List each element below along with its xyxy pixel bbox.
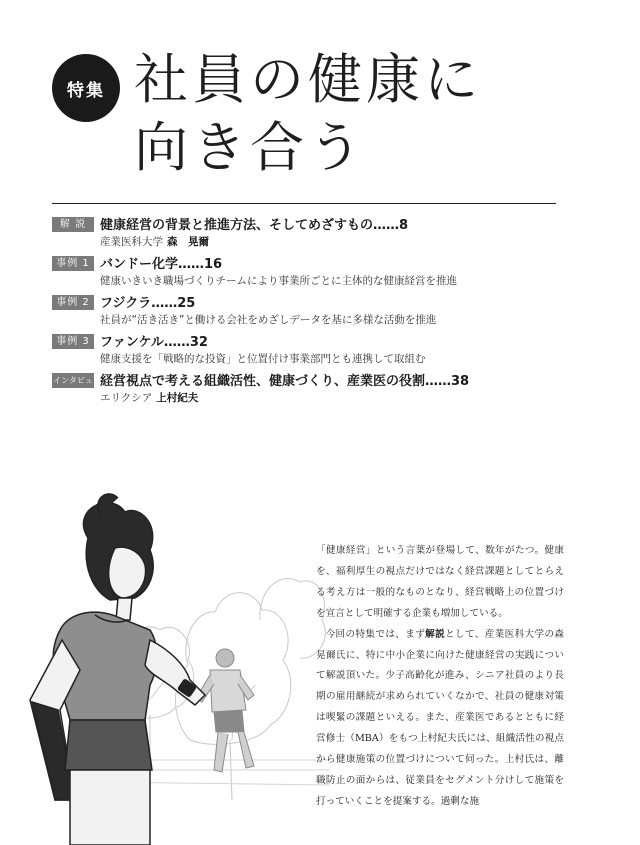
woman-figure xyxy=(30,494,205,845)
feature-intro-text xyxy=(316,541,564,813)
illustration-woman-and-runner xyxy=(0,470,330,845)
toc-item-interview[interactable] xyxy=(52,370,572,409)
paragraph-2-emphasis: 解説 xyxy=(425,628,446,640)
title-line-1: 社員の健康に xyxy=(134,48,482,111)
paragraph-2-lead: 今回の特集では、まず xyxy=(325,628,426,640)
title-divider xyxy=(52,203,556,204)
table-of-contents xyxy=(52,214,572,409)
toc-subtitle: 社員が“活き活き”と働ける会社をめざしデータを基に多様な活動を推進 xyxy=(100,314,437,326)
toc-author: 上村紀夫 xyxy=(156,392,199,404)
toc-tag: 解 説 xyxy=(52,217,94,232)
toc-item-case-1[interactable] xyxy=(52,253,572,292)
toc-subtitle xyxy=(100,234,209,249)
title-line-2: 向き合う xyxy=(134,116,366,179)
toc-tag: 事例 3 xyxy=(52,334,94,349)
toc-tag: 事例 1 xyxy=(52,256,94,271)
feature-badge: 特集 xyxy=(52,54,120,122)
intro-paragraph-2 xyxy=(316,625,564,813)
toc-subtitle: 健康支援を「戦略的な投資」と位置付け事業部門とも連携して取組む xyxy=(100,353,426,365)
toc-title[interactable]: フジクラ……25 xyxy=(100,296,196,311)
toc-subtitle: 健康いきいき職場づくりチームにより事業所ごとに主体的な健康経営を推進 xyxy=(100,275,457,287)
page-title xyxy=(134,46,482,182)
toc-title[interactable]: 経営視点で考える組織活性、健康づくり、産業医の役割……38 xyxy=(100,374,470,389)
toc-sub-text: 産業医科大学 xyxy=(100,236,163,248)
toc-author: 森 晃爾 xyxy=(167,236,209,248)
toc-item-case-2[interactable] xyxy=(52,292,572,331)
toc-subtitle xyxy=(100,390,198,405)
toc-sub-text: エリクシア xyxy=(100,392,153,404)
paragraph-2-rest: として、産業医科大学の森晃爾氏に、特に中小企業に向けた健康経営の実践について解説頂いた。少子高齢化が進み、シニア社員のより長期の雇用継続が求められていくなかで、社員の健康対策は喫緊の課題といえる。また、産業医であるとともに経営修士（MBA）をもつ上村紀夫氏には、組織活性の視点から健康施策の位置づけについて伺った。上村氏は、離職防止の面からは、従業員をセグメント分けして施策を打っていくことを提案する。過剰な施 xyxy=(316,628,565,807)
toc-title[interactable]: ファンケル……32 xyxy=(100,335,208,350)
toc-title[interactable]: バンドー化学……16 xyxy=(100,257,223,272)
intro-paragraph-1: 「健康経営」という言葉が登場して、数年がたつ。健康を、福利厚生の視点だけではなく経営課題としてとらえる考え方は一般的なものとなり、経営戦略上の位置づけを宣言として明確する企業も増加している。 xyxy=(316,545,564,619)
toc-tag: インタビュー xyxy=(52,373,94,388)
toc-title[interactable]: 健康経営の背景と推進方法、そしてめざすもの……8 xyxy=(100,218,409,233)
toc-item-case-3[interactable] xyxy=(52,331,572,370)
toc-item-commentary[interactable] xyxy=(52,214,572,253)
toc-tag: 事例 2 xyxy=(52,295,94,310)
runner-figure xyxy=(196,649,254,772)
